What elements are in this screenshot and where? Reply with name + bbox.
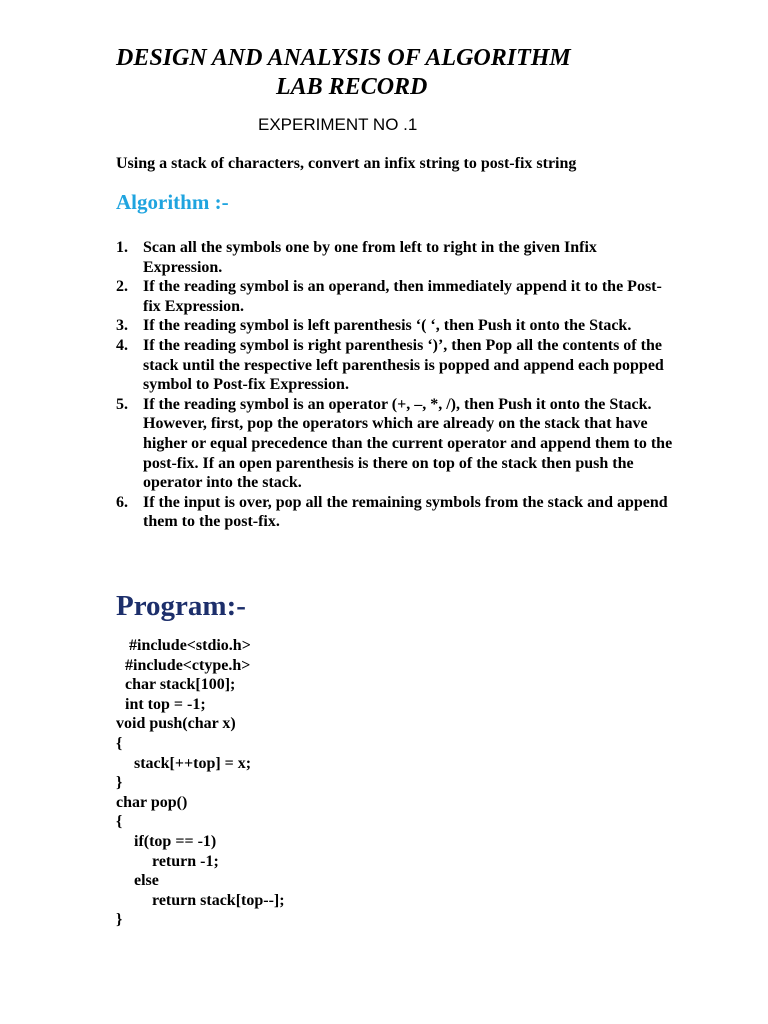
code-line: return -1;	[152, 852, 219, 870]
algorithm-step	[116, 238, 676, 277]
step-text: If the reading symbol is an operator (+, –, *, /), then Push it onto the Stack. However, first, pop the operators which are already on the stack that have higher or equal precedence than the current operator and append them to the post-fix. If an open parenthesis is there on top of the stack then push the operator into the stack.	[143, 395, 673, 492]
code-line: #include<ctype.h>	[125, 656, 251, 674]
step-text: If the reading symbol is left parenthesis ‘( ‘, then Push it onto the Stack.	[143, 317, 632, 335]
code-line: {	[116, 734, 123, 752]
code-line: }	[116, 911, 123, 929]
step-number: 3.	[116, 317, 128, 335]
code-line: }	[116, 774, 123, 792]
code-line: char pop()	[116, 793, 188, 811]
experiment-aim: Using a stack of characters, convert an infix string to post-fix string	[116, 155, 577, 172]
step-text: If the input is over, pop all the remaining symbols from the stack and append them to the post-fix.	[143, 493, 668, 531]
code-line: void push(char x)	[116, 715, 236, 733]
code-line: char stack[100];	[125, 676, 236, 694]
algorithm-heading: Algorithm :-	[116, 190, 229, 214]
algorithm-step	[116, 493, 676, 532]
step-text: Scan all the symbols one by one from left to right in the given Infix Expression.	[143, 239, 597, 276]
program-code-block	[116, 636, 285, 930]
code-line: int top = -1;	[125, 695, 206, 713]
code-line: #include<stdio.h>	[129, 637, 251, 654]
step-text: If the reading symbol is an operand, then immediately append it to the Post-fix Expression.	[143, 278, 662, 315]
algorithm-step	[116, 336, 676, 395]
document-title-line-2: LAB RECORD	[276, 74, 428, 100]
step-number: 6.	[116, 493, 128, 511]
code-line: stack[++top] = x;	[134, 754, 252, 772]
algorithm-step	[116, 277, 676, 316]
code-line: if(top == -1)	[134, 832, 217, 850]
experiment-number: EXPERIMENT NO .1	[258, 115, 418, 134]
code-line: return stack[top--];	[152, 891, 285, 909]
program-heading: Program:-	[116, 590, 246, 622]
document-title-line-1: DESIGN AND ANALYSIS OF ALGORITHM	[116, 45, 571, 71]
step-number: 4.	[116, 336, 128, 354]
algorithm-steps-list	[116, 238, 676, 532]
algorithm-step	[116, 395, 676, 493]
algorithm-step	[116, 316, 676, 336]
code-line: {	[116, 813, 123, 831]
step-number: 1.	[116, 239, 128, 256]
code-line: else	[134, 872, 159, 890]
step-text: If the reading symbol is right parenthesis ‘)’, then Pop all the contents of the stack until the respective left parenthesis is popped and append each popped symbol to Post-fix Expression.	[143, 336, 664, 394]
step-number: 2.	[116, 278, 128, 296]
step-number: 5.	[116, 395, 128, 413]
